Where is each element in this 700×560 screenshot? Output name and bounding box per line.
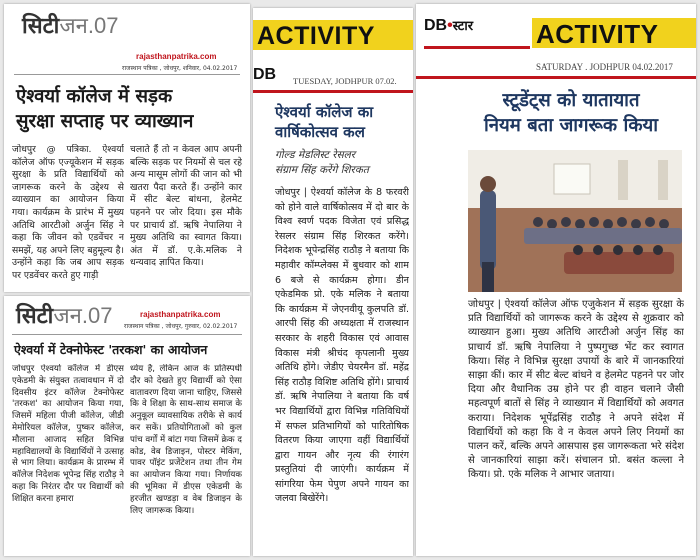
- subheadline: [275, 148, 409, 178]
- activity-banner-text: ACTIVITY: [257, 22, 375, 50]
- red-rule: [416, 76, 696, 79]
- logo-db: DB: [424, 17, 448, 34]
- headline-line-2: नियम बता जागरूक किया: [483, 115, 659, 136]
- body-text: जोधपुर | ऐश्वर्या कॉलेज ऑफ एजुकेशन में सड़क सुरक्षा के प्रति विद्यार्थियों को जागरूक करने के उद्देश्य से शुक्रवार को व्याख्यान हुआ। मुख्य अतिथि आरटीओ अर्जुन सिंह का प्राचार्य डॉ. ऋषि नेपालिया ने पुष्पगुच्छ भेंट कर स्वागत किया। सिंह ने विभिन्न सुरक्षा उपायों के बारे में जानकारियां साझा कीं। कार में सीट बेल्ट बांधने व हेलमेट पहनने पर जोर दिया और वैधानिक उम्र होने पर ही वाहन चलाने जैसी महत्वपूर्ण बातों से सिंह ने व्याख्यान में विद्यार्थियों को अवगत कराया। निदेशक भूपेंद्रसिंह राठौड़ ने अपने संदेश में विद्यार्थियों को कहा कि वे न केवल अपने लिए नियमों का पालन करें, बल्कि अपने आसपास इस जागरूकता भरे संदेश से जानकारियां साझा करें। संचालन प्रो. बसंत कल्ला ने किया। प्रो. एके मलिक ने आभार जताया।: [468, 299, 684, 481]
- body-column-1: जोधपुर ऐश्वर्या कॉलेज में डीएस एकेडमी के संयुक्त तत्वावधान में दो दिवसीय इंटर कॉलेज टेक्नोफेस्ट 'तरकश' का आयोजन किया गया, जिसमें महिला पीजी कॉलेज, जीडी मेमोरियल कॉलेज, पुष्कर कॉलेज, मौलाना आजाद सहित विभिन्न महाविद्यालयों के विद्यार्थियों ने उत्साह से भाग लिया। कार्यक्रम के प्रारम्भ में कॉलेज निदेशक भूपेन्द्र सिंह राठौड़ ने कहा कि निरंतर दौर पर विद्यार्थी को शिक्षित करना हमारा: [12, 364, 124, 504]
- masthead-number: .07: [81, 303, 113, 328]
- body-text: जोधपुर | ऐश्वर्या कॉलेज के 8 फरवरी को होने वाले वार्षिकोत्सव में दो बार के विश्व स्वर्ण पदक विजेता एवं प्रसिद्ध रेसलर संग्राम सिंह शिरकत करेंगे। निदेशक भूपेन्द्रसिंह राठौड़ ने बताया कि महावीर कॉम्प्लेक्स में बुधवार को शाम 6 बजे से कार्यक्रम होगा। डीन एकेडमिक प्रो. एके मलिक ने बताया कि कार्यक्रम में जेएनवीयू कुलपति डॉ. आरपी सिंह की अध्यक्षता में राजस्थान सरकार के शहरी विकास एवं आवास विकास मंत्री श्रीचंद कृपलानी मुख्य अतिथि होंगे। जेडीए चेयरमैन डॉ. महेंद्र सिंह राठौड़ विशिष्ट अतिथि होंगे। प्राचार्य डॉ. ऋषि नेपालिया ने बताया कि वर्ष भर विद्यार्थियों द्वारा विभिन्न गतिविधियों में सफल प्रतिभागियों को पारितोषिक वितरण किया जाएगा वहीं विद्यार्थियों द्वारा गायन और नृत्य की रंगारंग प्रस्तुतियां दी जाएंगी। कार्यक्रम में सांगरिया फेम पेपुण अपने गायन का जलवा बिखेरेंगे।: [275, 187, 409, 505]
- masthead: [16, 304, 113, 329]
- masthead-jan: जन: [53, 304, 82, 329]
- red-rule-top: [424, 46, 530, 49]
- headline: [16, 84, 246, 134]
- dbstar-logo: [424, 16, 473, 35]
- masthead-city: सिटी: [16, 304, 54, 329]
- subheadline-line-2: संग्राम सिंह करेंगे शिरकत: [275, 164, 369, 176]
- headline: ऐश्वर्या में टेक्नोफेस्ट 'तरकश' का आयोजन: [14, 342, 208, 357]
- dateline: SATURDAY . JODHPUR 04.02.2017: [536, 62, 673, 72]
- headline-line-1: ऐश्वर्या कॉलेज में सड़क: [16, 86, 173, 107]
- logo-star: स्टार: [452, 18, 474, 33]
- logo-dot: •: [447, 17, 453, 34]
- clipping-traffic-awareness: [416, 4, 696, 556]
- rule: [12, 334, 242, 335]
- headline-line-1: स्टूडेंट्स को यातायात: [502, 90, 640, 111]
- headline: [456, 88, 686, 138]
- event-photo: [468, 150, 682, 292]
- headline-line-2: सुरक्षा सप्ताह पर व्याख्यान: [16, 111, 194, 132]
- rule: [14, 74, 240, 75]
- activity-banner-text: ACTIVITY: [536, 19, 659, 49]
- subheadline-line-1: गोल्ड मेडलिस्ट रेसलर: [275, 149, 356, 161]
- headline: [275, 102, 409, 142]
- site-url: rajasthanpatrika.com: [136, 52, 217, 61]
- site-url: rajasthanpatrika.com: [140, 310, 221, 319]
- masthead-number: .07: [87, 13, 119, 38]
- body-column-1: जोधपुर @ पत्रिका. ऐश्वर्या कॉलेज ऑफ एज्यूकेशन में सड़क सुरक्षा के प्रति विद्यार्थियों को जागरूक करने के उद्देश्य से व्याख्यान का आयोजन किया गया। कार्यक्रम के प्रारंभ में मुख्य अतिथि आरटीओ अर्जुन सिंह ने कहा कि जीवन को एडवेंचर न समझें, यह अपने लिए बहुमूल्य है। उन्होंने कहा कि जब आप सड़क पर एडवेंचर करते हुए गाड़ी: [12, 144, 124, 281]
- subline: राजस्थान पत्रिका , जोधपुर, शनिवार, 04.02.2017: [122, 65, 238, 72]
- dateline: TUESDAY, JODHPUR 07.02.: [293, 76, 397, 86]
- red-rule: [253, 90, 413, 93]
- clipping-annual-function: [253, 8, 413, 556]
- headline-line-2: वार्षिकोत्सव कल: [275, 123, 365, 141]
- masthead-jan: जन: [59, 14, 88, 39]
- body-column-2: चलाते हैं तो न केवल आप अपनी बल्कि सड़क पर नियमों से चल रहे अन्य मासूम लोगों की जान को भी खतरा पैदा करते हैं। उन्होंने कार में सीट बेल्ट बांधना, हेलमेट पहनने पर जोर दिया। इस मौके पर प्राचार्य डॉ. ऋषि नेपालिया ने मुख्य अतिथि का स्वागत किया। अंत में डॉ. ए.के.मलिक ने धन्यवाद ज्ञापित किया।: [130, 144, 242, 269]
- clipping-technofest-tarkash: [4, 296, 250, 556]
- body-column-2: ध्येय है, लेकिन आज के प्रतिस्पर्धी दौर को देखते हुए विद्यार्थी को ऐसा वातावरण दिया जाना चाहिए, जिससे कि वे शिक्षा के साथ-साथ समाज के अनुकूल व्यावसायिक तरीके से कार्य कर सकें। प्रतियोगिताओं को कुल पांच वर्गों में बांटा गया जिसमें क्रेक द कोड, वेब डिजाइन, पोस्टर मेकिंग, पावर पॉइंट प्रजेंटेशन तथा तीन गेम का आयोजन किया गया। निर्णायक की भूमिका में डीएस एकेडमी के हरजीत खण्डड़ा व वेब डिजाइन के लिए जागरूक किया।: [130, 364, 242, 516]
- masthead-city: सिटी: [22, 14, 60, 39]
- photo-scene: [468, 150, 682, 292]
- subline: राजस्थान पत्रिका , जोधपुर, गुरुवार, 02.02.2017: [124, 323, 238, 330]
- headline-line-1: ऐश्वर्या कॉलेज का: [275, 103, 374, 121]
- clipping-road-safety-lecture: [4, 4, 250, 292]
- masthead: [22, 14, 119, 39]
- db-logo: DB: [253, 66, 277, 83]
